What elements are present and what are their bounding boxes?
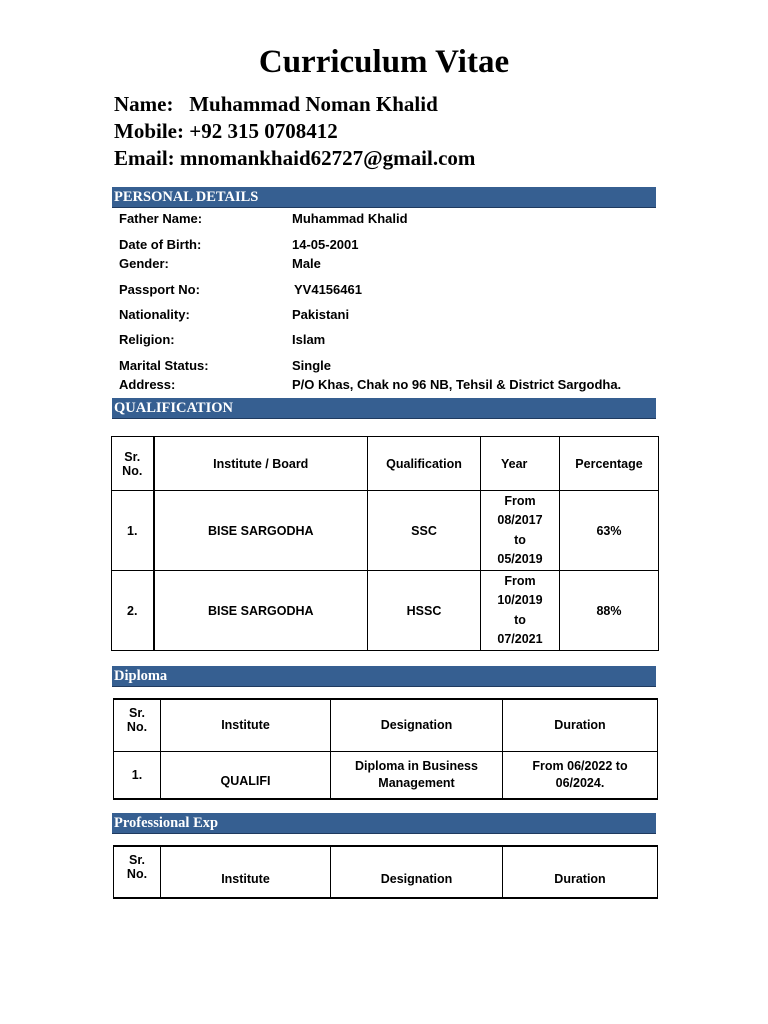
duration-cell [503, 751, 658, 799]
qualification-cell: SSC [368, 491, 481, 571]
header-designation: Designation [331, 846, 503, 898]
percentage-cell: 63% [560, 491, 659, 571]
passport-label: Passport No: [119, 282, 200, 297]
dob-label: Date of Birth: [119, 237, 202, 252]
header-duration: Duration [503, 699, 658, 751]
gender-label: Gender: [119, 256, 169, 271]
institute-cell: BISE SARGODHA [154, 491, 368, 571]
page-title: Curriculum Vitae [258, 44, 510, 80]
year-line: From [504, 493, 536, 508]
nationality-value: Pakistani [292, 307, 350, 322]
year-line: 05/2019 [497, 552, 543, 566]
marital-status-value: Single [292, 358, 332, 373]
gender-value: Male [292, 256, 321, 271]
header-qualification: Qualification [368, 437, 481, 491]
religion-value: Islam [292, 332, 326, 347]
name-value: Muhammad Noman Khalid [189, 92, 438, 116]
year-cell [481, 571, 560, 651]
designation-cell [331, 751, 503, 799]
percentage-cell: 88% [560, 571, 659, 651]
name-line [114, 92, 438, 117]
father-name-label: Father Name: [119, 211, 203, 226]
table-row [112, 571, 659, 651]
year-cell [481, 491, 560, 571]
mobile-line: Mobile: +92 315 0708412 [114, 119, 338, 143]
duration-line: 06/2024. [555, 775, 605, 790]
year-line: to [514, 612, 526, 627]
sr-cell: 1. [114, 751, 161, 799]
marital-status-label: Marital Status: [119, 358, 209, 373]
diploma-header-row [114, 699, 658, 751]
nationality-label: Nationality: [119, 307, 190, 322]
institute-cell: BISE SARGODHA [154, 571, 368, 651]
header-institute: Institute [161, 699, 331, 751]
passport-value: YV4156461 [294, 282, 362, 297]
qualification-table [111, 436, 659, 651]
year-line: to [514, 532, 526, 547]
qualification-header-row [112, 437, 659, 491]
professional-exp-heading: Professional Exp [112, 813, 656, 834]
diploma-table [113, 698, 658, 800]
qualification-heading: QUALIFICATION [112, 398, 656, 419]
header-designation: Designation [331, 699, 503, 751]
header-percentage: Percentage [560, 437, 659, 491]
designation-line: Management [378, 775, 455, 790]
email-line: Email: mnomankhaid62727@gmail.com [114, 146, 476, 170]
year-line: 07/2021 [497, 632, 543, 646]
experience-table [113, 845, 658, 899]
name-label: Name: [114, 92, 174, 116]
year-line: From [504, 573, 536, 588]
header-sr-no: Sr. No. [114, 699, 161, 751]
table-row [114, 751, 658, 799]
father-name-value: Muhammad Khalid [292, 211, 408, 226]
sr-cell: 1. [112, 491, 154, 571]
table-row [112, 491, 659, 571]
religion-label: Religion: [119, 332, 175, 347]
header-institute: Institute [161, 846, 331, 898]
header-institute-board: Institute / Board [154, 437, 368, 491]
personal-details-heading: PERSONAL DETAILS [112, 187, 656, 208]
dob-value: 14-05-2001 [292, 237, 359, 252]
duration-line: From 06/2022 to [532, 758, 628, 773]
year-line: 10/2019 [497, 593, 543, 607]
institute-cell: QUALIFI [161, 751, 331, 799]
header-sr-no: Sr. No. [114, 846, 161, 898]
designation-line: Diploma in Business [355, 758, 478, 773]
qualification-cell: HSSC [368, 571, 481, 651]
sr-cell: 2. [112, 571, 154, 651]
address-value: P/O Khas, Chak no 96 NB, Tehsil & District Sargodha. [292, 377, 622, 392]
header-sr-no: Sr. No. [112, 437, 154, 491]
header-duration: Duration [503, 846, 658, 898]
address-label: Address: [119, 377, 176, 392]
header-year: Year [481, 437, 560, 491]
diploma-heading: Diploma [112, 666, 656, 687]
experience-header-row [114, 846, 658, 898]
year-line: 08/2017 [497, 513, 543, 527]
